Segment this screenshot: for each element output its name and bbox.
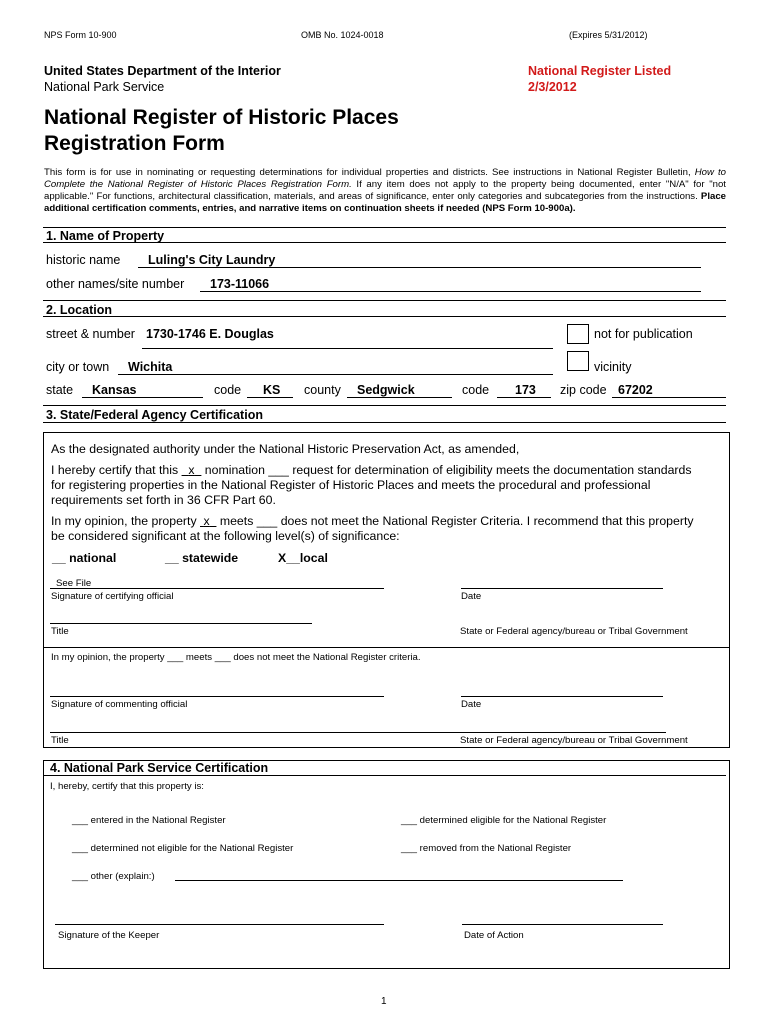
see-file-note: See File	[56, 578, 92, 589]
other-names-label: other names/site number	[46, 277, 185, 291]
comment-signature-line	[50, 696, 384, 697]
action-date-label: Date of Action	[464, 930, 524, 941]
meets-mark-text: x	[203, 514, 210, 528]
listed-date: 2/3/2012	[528, 80, 577, 94]
comment-date-label: Date	[461, 699, 482, 710]
section4-heading: 4. National Park Service Certification	[50, 761, 269, 775]
cert-title-line	[50, 623, 312, 624]
option-determined-eligible[interactable]: ___ determined eligible for the National Register	[401, 815, 607, 826]
other-names-field[interactable]: 173-11066	[210, 277, 270, 291]
section3-heading-rule	[43, 422, 726, 423]
vicinity-checkbox[interactable]	[567, 351, 589, 371]
instructions-text-1: This form is for use in nominating or requesting determinations for individual properties and districts. See instructions in National Register Bulletin,	[44, 167, 695, 178]
section1-heading: 1. Name of Property	[46, 229, 165, 243]
keeper-certify-text: I, hereby, certify that this property is:	[50, 781, 204, 792]
county-code-line	[497, 397, 551, 398]
comment-signature-label: Signature of commenting official	[51, 699, 188, 710]
cert-signature-line	[50, 588, 384, 589]
county-code-field[interactable]: 173	[515, 383, 536, 397]
level-local[interactable]: X__local	[278, 551, 328, 565]
instructions-italic: How to Complete the National Register of Historic Places Registration Form.	[44, 167, 726, 190]
other-names-line	[200, 291, 701, 292]
option-entered[interactable]: ___ entered in the National Register	[72, 815, 226, 826]
state-label: state	[46, 383, 74, 397]
not-for-publication-checkbox[interactable]	[567, 324, 589, 344]
cert-line-2a: I hereby certify that this	[51, 463, 182, 477]
cert-line-4: requirements set forth in 36 CFR Part 60.	[51, 493, 276, 507]
historic-name-label: historic name	[46, 253, 121, 267]
comment-date-line	[461, 696, 663, 697]
cert-agency-label: State or Federal agency/bureau or Tribal Government	[460, 626, 688, 637]
cert-line-6: be considered significant at the following level(s) of significance:	[51, 529, 400, 543]
cert-line-5a: In my opinion, the property	[51, 514, 201, 528]
cert-signature-label: Signature of certifying official	[51, 591, 174, 602]
option-not-eligible[interactable]: ___ determined not eligible for the National Register	[72, 843, 294, 854]
level-national[interactable]: __ national	[52, 551, 117, 565]
street-label: street & number	[46, 327, 135, 341]
cert-line-2	[51, 463, 692, 478]
cert-date-line	[461, 588, 663, 589]
cert-divider	[43, 647, 730, 648]
keeper-signature-label: Signature of the Keeper	[58, 930, 160, 941]
option-removed[interactable]: ___ removed from the National Register	[401, 843, 572, 854]
expiration: (Expires 5/31/2012)	[569, 30, 648, 40]
state-code-label: code	[214, 383, 242, 397]
service: National Park Service	[44, 80, 165, 94]
city-label: city or town	[46, 360, 110, 374]
instructions	[44, 167, 726, 215]
state-line	[82, 397, 203, 398]
street-field[interactable]: 1730-1746 E. Douglas	[146, 327, 274, 341]
level-statewide[interactable]: __ statewide	[165, 551, 239, 565]
listed-label: National Register Listed	[528, 64, 672, 78]
cert-line-3: for registering properties in the National Register of Historic Places and meets the procedural and professional	[51, 478, 651, 492]
state-field[interactable]: Kansas	[92, 383, 137, 397]
comment-title-line	[50, 732, 666, 733]
not-for-publication-label: not for publication	[594, 327, 693, 341]
county-line	[347, 397, 452, 398]
zip-field[interactable]: 67202	[618, 383, 653, 397]
form-number: NPS Form 10-900	[44, 30, 117, 40]
page-subtitle: Registration Form	[44, 132, 225, 155]
page-number: 1	[381, 996, 387, 1007]
omb-number: OMB No. 1024-0018	[301, 30, 384, 40]
action-date-line	[462, 924, 663, 925]
keeper-signature-line	[55, 924, 384, 925]
cert-date-label: Date	[461, 591, 482, 602]
county-field[interactable]: Sedgwick	[357, 383, 415, 397]
comment-title-label: Title	[51, 735, 69, 746]
vicinity-label: vicinity	[594, 360, 632, 374]
zip-line	[612, 397, 726, 398]
section3-top-rule	[43, 405, 726, 406]
section2-heading: 2. Location	[46, 303, 112, 317]
page-title: National Register of Historic Places	[44, 106, 399, 129]
instructions-text-2: If any item does not apply to the property being documented, enter "N/A" for "not applicable." For functions, architectural classification, materials, and areas of significance, enter only categories and subcategories from the instructions.	[44, 179, 726, 202]
section1-top-rule	[43, 227, 726, 228]
instructions-bold: Place additional certification comments, entries, and narrative items on continuation sheets if needed (NPS Form 10-900a).	[44, 191, 726, 214]
cert-title-label: Title	[51, 626, 69, 637]
section4-heading-rule	[43, 775, 726, 776]
section1-heading-rule	[43, 242, 726, 243]
county-code-label: code	[462, 383, 490, 397]
comment-opinion: In my opinion, the property ___ meets ___ does not meet the National Register criteria.	[51, 652, 421, 663]
state-code-field[interactable]: KS	[263, 383, 281, 397]
cert-line-5	[51, 514, 694, 529]
city-line	[118, 374, 553, 375]
option-other[interactable]: ___ other (explain:)	[72, 871, 155, 882]
other-explain-line	[175, 880, 623, 881]
county-label: county	[304, 383, 341, 397]
section2-top-rule	[43, 300, 726, 301]
historic-name-field[interactable]: Luling's City Laundry	[148, 253, 276, 267]
zip-label: zip code	[560, 383, 607, 397]
section3-heading: 3. State/Federal Agency Certification	[46, 408, 263, 422]
cert-line-5b: meets ___ does not meet the National Register Criteria. I recommend that this property	[216, 514, 694, 528]
state-code-line	[247, 397, 293, 398]
street-line	[142, 348, 553, 349]
section2-heading-rule	[43, 316, 726, 317]
historic-name-line	[138, 267, 701, 268]
nomination-mark-text: x	[188, 463, 195, 477]
comment-agency-label: State or Federal agency/bureau or Tribal Government	[460, 735, 688, 746]
cert-line-2b: nomination ___ request for determination of eligibility meets the documentation standards	[201, 463, 692, 477]
nomination-mark[interactable]	[182, 463, 202, 477]
department: United States Department of the Interior	[44, 64, 281, 78]
cert-line-1: As the designated authority under the National Historic Preservation Act, as amended,	[51, 442, 520, 456]
meets-mark[interactable]	[200, 514, 216, 528]
city-field[interactable]: Wichita	[128, 360, 173, 374]
